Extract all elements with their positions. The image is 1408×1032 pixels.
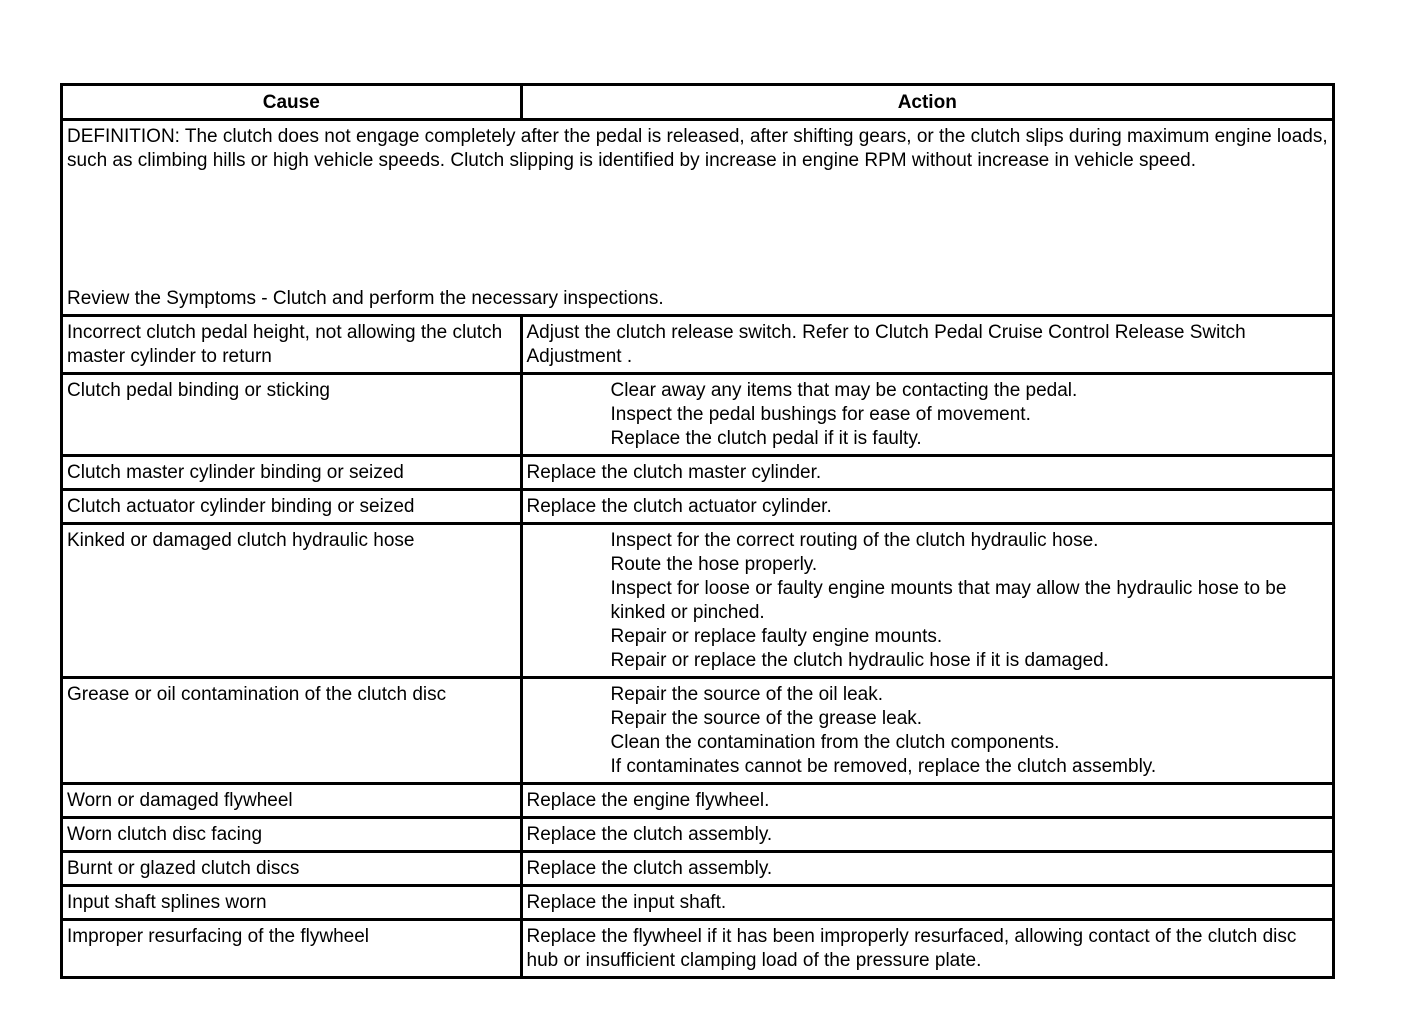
table-row xyxy=(63,784,1332,818)
cause-cell: Worn or damaged flywheel xyxy=(63,784,521,818)
diagnostic-table xyxy=(63,86,1332,976)
table-row xyxy=(63,490,1332,524)
action-step: Route the hose properly. xyxy=(610,554,818,575)
action-step: Repair the source of the grease leak. xyxy=(610,708,923,729)
header-row xyxy=(63,86,1332,120)
table-row xyxy=(63,374,1332,456)
table-row xyxy=(63,678,1332,784)
action-cell: Replace the clutch assembly. xyxy=(521,818,1332,852)
definition-cell xyxy=(63,120,1332,316)
table-row xyxy=(63,524,1332,678)
table-row xyxy=(63,456,1332,490)
action-step: Repair the source of the oil leak. xyxy=(610,684,883,705)
action-step: Repair or replace faulty engine mounts. xyxy=(610,626,943,647)
action-step: Replace the clutch pedal if it is faulty. xyxy=(610,428,922,449)
cause-cell: Worn clutch disc facing xyxy=(63,818,521,852)
table-row xyxy=(63,852,1332,886)
diagnostic-table-container xyxy=(60,83,1335,979)
action-step: Inspect for the correct routing of the clutch hydraulic hose. xyxy=(610,530,1099,551)
action-step: Clean the contamination from the clutch components. xyxy=(610,732,1060,753)
cause-cell: Clutch pedal binding or sticking xyxy=(63,374,521,456)
action-cell: Adjust the clutch release switch. Refer to Clutch Pedal Cruise Control Release Switch Adjustment . xyxy=(521,316,1332,374)
cause-cell: Clutch actuator cylinder binding or seized xyxy=(63,490,521,524)
action-steps-list xyxy=(527,529,1329,673)
action-cell xyxy=(521,374,1332,456)
cause-cell: Grease or oil contamination of the clutch disc xyxy=(63,678,521,784)
definition-text: DEFINITION: The clutch does not engage completely after the pedal is released, after shifting gears, or the clutch slips during maximum engine loads, such as climbing hills or high vehicle speeds. Clutch slipping is identified by increase in engine RPM without increase in vehicle speed. xyxy=(67,126,1328,171)
table-row xyxy=(63,886,1332,920)
action-step: Clear away any items that may be contacting the pedal. xyxy=(610,380,1078,401)
action-step: Repair or replace the clutch hydraulic hose if it is damaged. xyxy=(610,650,1109,671)
cause-cell: Kinked or damaged clutch hydraulic hose xyxy=(63,524,521,678)
cause-cell: Incorrect clutch pedal height, not allowing the clutch master cylinder to return xyxy=(63,316,521,374)
action-cell xyxy=(521,678,1332,784)
cause-cell: Input shaft splines worn xyxy=(63,886,521,920)
table-row xyxy=(63,818,1332,852)
action-steps-list xyxy=(527,379,1329,451)
action-cell: Replace the clutch actuator cylinder. xyxy=(521,490,1332,524)
cause-cell: Clutch master cylinder binding or seized xyxy=(63,456,521,490)
action-step: Inspect the pedal bushings for ease of movement. xyxy=(610,404,1031,425)
action-steps-list xyxy=(527,683,1329,779)
definition-row xyxy=(63,120,1332,316)
cause-cell: Burnt or glazed clutch discs xyxy=(63,852,521,886)
action-cell: Replace the clutch master cylinder. xyxy=(521,456,1332,490)
action-column-header: Action xyxy=(521,86,1332,120)
action-step: Inspect for loose or faulty engine mounts that may allow the hydraulic hose to be kinked or pinched. xyxy=(610,578,1287,623)
action-cell: Replace the input shaft. xyxy=(521,886,1332,920)
action-step: If contaminates cannot be removed, replace the clutch assembly. xyxy=(610,756,1157,777)
action-cell: Replace the clutch assembly. xyxy=(521,852,1332,886)
table-row xyxy=(63,920,1332,977)
review-symptoms-text: Review the Symptoms - Clutch and perform the necessary inspections. xyxy=(67,288,664,309)
cause-column-header: Cause xyxy=(63,86,521,120)
action-cell: Replace the flywheel if it has been improperly resurfaced, allowing contact of the clutch disc hub or insufficient clamping load of the pressure plate. xyxy=(521,920,1332,977)
action-cell: Replace the engine flywheel. xyxy=(521,784,1332,818)
action-cell xyxy=(521,524,1332,678)
table-row xyxy=(63,316,1332,374)
cause-cell: Improper resurfacing of the flywheel xyxy=(63,920,521,977)
